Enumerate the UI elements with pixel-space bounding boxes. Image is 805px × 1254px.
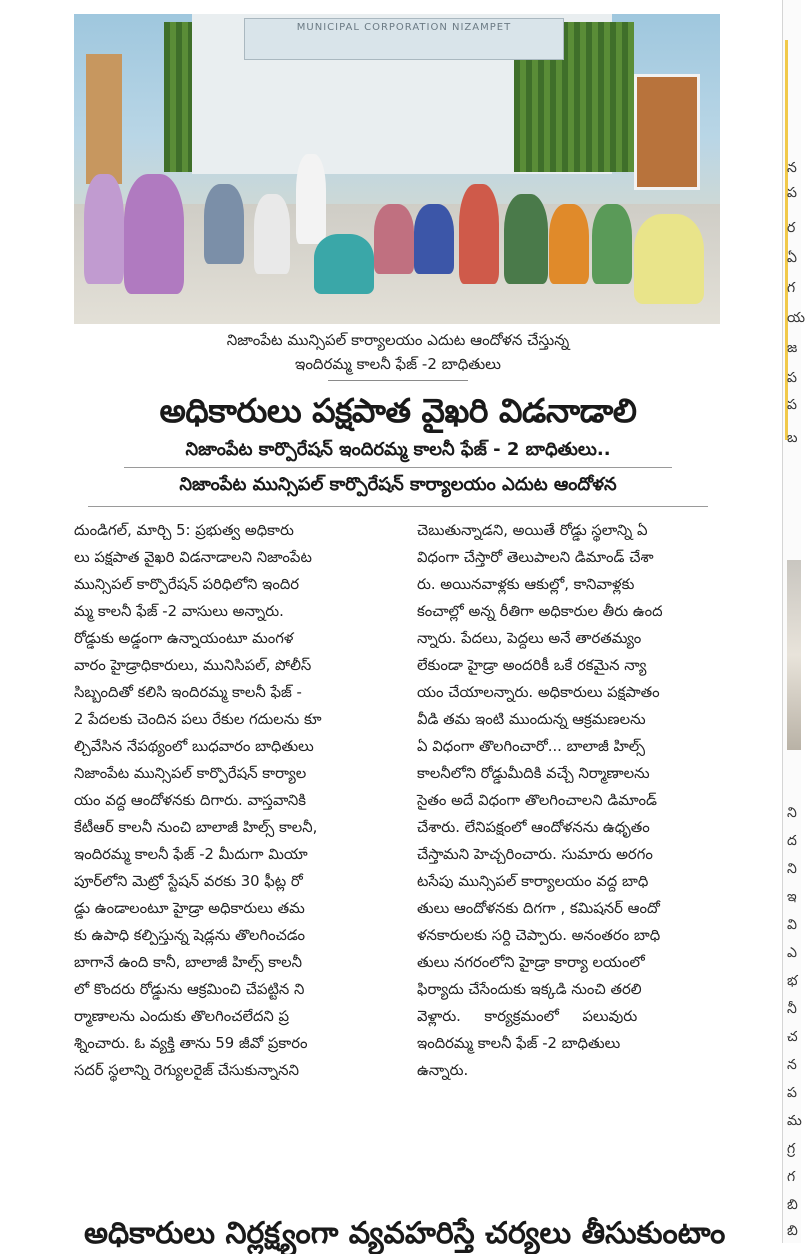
- strip-text-fragment: నీ: [787, 1001, 797, 1017]
- body-line: తులు ఆందోళనకు దిగగా , కమిషనర్ ఆందో: [417, 900, 660, 917]
- strip-text-fragment: గ: [787, 1169, 796, 1185]
- body-line: యం వద్ద ఆందోళనకు దిగారు. వాస్తవానికి: [74, 792, 306, 809]
- body-line: వెళ్లారు. కార్యక్రమంలో పలువురు: [417, 1008, 638, 1025]
- body-line: లేకుండా హైడ్రా అందరికీ ఒకే రకమైన న్యా: [417, 657, 647, 674]
- body-line: లు పక్షపాత వైఖరి విడనాడాలని నిజాంపేట: [74, 549, 312, 566]
- caption-line-1: నిజాంపేట మున్సిపల్ కార్యాలయం ఎదుట ఆందోళన చేస్తున్న: [226, 331, 570, 349]
- office-signboard: MUNICIPAL CORPORATION NIZAMPET: [244, 18, 564, 60]
- body-line: 2 పేదలకు చెందిన పలు రేకుల గదులను కూ: [74, 711, 322, 728]
- subheading-divider: [124, 467, 672, 468]
- strip-text-fragment: బి: [787, 1223, 798, 1239]
- strip-text-fragment: ఇ: [787, 889, 797, 905]
- body-line: యం చేయాలన్నారు. అధికారులు పక్షపాతం: [417, 684, 660, 701]
- strip-text-fragment: వి: [787, 917, 797, 933]
- body-line: బాగానే ఉంది కానీ, బాలాజీ హిల్స్ కాలనీ: [74, 954, 302, 971]
- article-body: [74, 517, 722, 1084]
- strip-text-fragment: మ: [787, 1113, 802, 1129]
- body-column-left: [74, 517, 379, 1084]
- body-line: చేశారు. లేనిపక్షంలో ఆందోళనను ఉధృతం: [417, 819, 650, 836]
- body-line: రోడ్డుకు అడ్డంగా ఉన్నాయంటూ మంగళ: [74, 630, 294, 647]
- body-line: ళనకారులకు సర్ది చెప్పారు. అనంతరం బాధి: [417, 927, 661, 944]
- body-line: కు ఉపాధి కల్పిస్తున్న షెడ్లను తొలగించడం: [74, 927, 306, 944]
- body-line: రు. అయినవాళ్లకు ఆకుల్లో, కానివాళ్లకు: [417, 576, 635, 593]
- subheading-2: నిజాంపేట మున్సిపల్ కార్పొరేషన్ కార్యాలయం ఎదుట ఆందోళన: [179, 474, 617, 495]
- body-line: ఇందిరమ్మ కాలనీ ఫేజ్ -2 మీదుగా మియా: [74, 846, 308, 863]
- body-line: ఫిర్యాదు చేసేందుకు ఇక్కడి నుంచి తరలి: [417, 981, 642, 998]
- body-line: నిజాంపేట మున్సిపల్ కార్పొరేషన్ కార్యాల: [74, 765, 307, 782]
- strip-text-fragment: గ్ర: [787, 1141, 796, 1157]
- subheading-1: నిజాంపేట కార్పొరేషన్ ఇందిరమ్మ కాలనీ ఫేజ్ - 2 బాధితులు..: [185, 439, 611, 460]
- news-article: [74, 14, 722, 1084]
- body-line: కేటీఆర్ కాలనీ నుంచి బాలాజీ హిల్స్ కాలనీ,: [74, 819, 318, 836]
- body-line: మున్సిపల్ కార్పొరేషన్ పరిధిలోని ఇందిర: [74, 576, 300, 593]
- strip-text-fragment: ద: [787, 833, 797, 849]
- strip-text-fragment: న: [787, 1057, 797, 1073]
- body-line: ఇందిరమ్మ కాలనీ ఫేజ్ -2 బాధితులు: [417, 1035, 621, 1052]
- protest-photo: [74, 14, 720, 324]
- caption-divider: [328, 380, 468, 381]
- body-line: సిబ్బందితో కలిసి ఇందిరమ్మ కాలనీ ఫేజ్ -: [74, 684, 302, 701]
- article-headline: అధికారులు పక్షపాత వైఖరి విడనాడాలి: [159, 391, 637, 430]
- body-line: డ్డు ఉండాలంటూ హైడ్రా అధికారులు తమ: [74, 900, 305, 917]
- strip-text-fragment: ఏ: [787, 250, 797, 266]
- body-line: లో కొందరు రోడ్డును ఆక్రమించి చేపట్టిన ని: [74, 981, 305, 998]
- adjacent-column-strip: [782, 0, 805, 1243]
- body-line: చేస్తామని హెచ్చరించారు. సుమారు అరగం: [417, 846, 653, 863]
- strip-text-fragment: ప: [787, 370, 797, 386]
- body-line: కాలనీలోని రోడ్డుమీదికి వచ్చే నిర్మాణాలను: [417, 765, 650, 782]
- strip-text-fragment: ని: [787, 805, 797, 821]
- strip-text-fragment: ప: [787, 397, 797, 413]
- strip-text-fragment: గ: [787, 280, 796, 296]
- body-line: ఏ విధంగా తొలగించారో... బాలాజీ హిల్స్: [417, 738, 645, 755]
- strip-text-fragment: య: [787, 310, 805, 326]
- body-column-right: [417, 517, 722, 1084]
- body-line: ఉన్నారు.: [417, 1062, 469, 1079]
- strip-text-fragment: బి: [787, 1197, 798, 1213]
- strip-text-fragment: చ: [787, 1029, 798, 1045]
- strip-text-fragment: న: [787, 160, 797, 176]
- strip-text-fragment: జ: [787, 340, 798, 356]
- body-line: వారం హైడ్రాధికారులు, మునిసిపల్, పోలీస్: [74, 657, 312, 674]
- body-line: పూర్‌లోని మెట్రో స్టేషన్ వరకు 30 ఫీట్ల రో: [74, 873, 303, 890]
- strip-text-fragment: ని: [787, 861, 797, 877]
- body-line: శ్నించారు. ఓ వ్యక్తి తాను 59 జీవో ప్రకారం: [74, 1035, 308, 1052]
- body-line: వీడి తమ ఇంటి ముందున్న ఆక్రమణలను: [417, 711, 646, 728]
- strip-text-fragment: ఎ: [787, 945, 797, 961]
- next-article-headline: అధికారులు నిర్లక్ష్యంగా వ్యవహరిస్తే చర్యలు తీసుకుంటాం: [84, 1216, 726, 1251]
- body-line: చెబుతున్నాడని, అయితే రోడ్డు స్థలాన్ని ఏ: [417, 522, 648, 539]
- body-line: న్నారు. పేదలు, పెద్దలు అనే తారతమ్యం: [417, 630, 642, 647]
- body-line: సైతం అదే విధంగా తొలగించాలని డిమాండ్: [417, 792, 657, 809]
- adjacent-photo-edge: [787, 560, 801, 750]
- strip-text-fragment: ప: [787, 185, 797, 201]
- body-line: సదర్ స్థలాన్ని రెగ్యులరైజ్ చేసుకున్నానని: [74, 1062, 299, 1079]
- body-line: కంచాల్లో అన్న రీతిగా అధికారుల తీరు ఉంద: [417, 603, 663, 620]
- body-line: దుండిగల్, మార్చి 5: ప్రభుత్వ అధికారు: [74, 522, 294, 539]
- strip-text-fragment: ప: [787, 1085, 797, 1101]
- body-divider: [88, 506, 708, 507]
- body-line: టసేపు మున్సిపల్ కార్యాలయం వద్ద బాధి: [417, 873, 649, 890]
- body-line: ల్చివేసిన నేపథ్యంలో బుధవారం బాధితులు: [74, 738, 314, 755]
- strip-text-fragment: ర: [787, 220, 796, 236]
- body-line: తులు నగరంలోని హైడ్రా కార్యా లయంలో: [417, 954, 645, 971]
- body-line: ర్మాణాలను ఎందుకు తొలగించలేదని ప్ర: [74, 1008, 290, 1025]
- protesters-group: [74, 154, 720, 304]
- caption-line-2: ఇందిరమ్మ కాలనీ ఫేజ్ -2 బాధితులు: [294, 355, 501, 373]
- photo-caption: [74, 328, 722, 376]
- body-line: విధంగా చేస్తారో తెలుపాలని డిమాండ్ చేశా: [417, 549, 654, 566]
- strip-text-fragment: భ: [787, 973, 798, 989]
- body-line: మ్మ కాలనీ ఫేజ్ -2 వాసులు అన్నారు.: [74, 603, 284, 620]
- strip-text-fragment: బ: [787, 430, 798, 446]
